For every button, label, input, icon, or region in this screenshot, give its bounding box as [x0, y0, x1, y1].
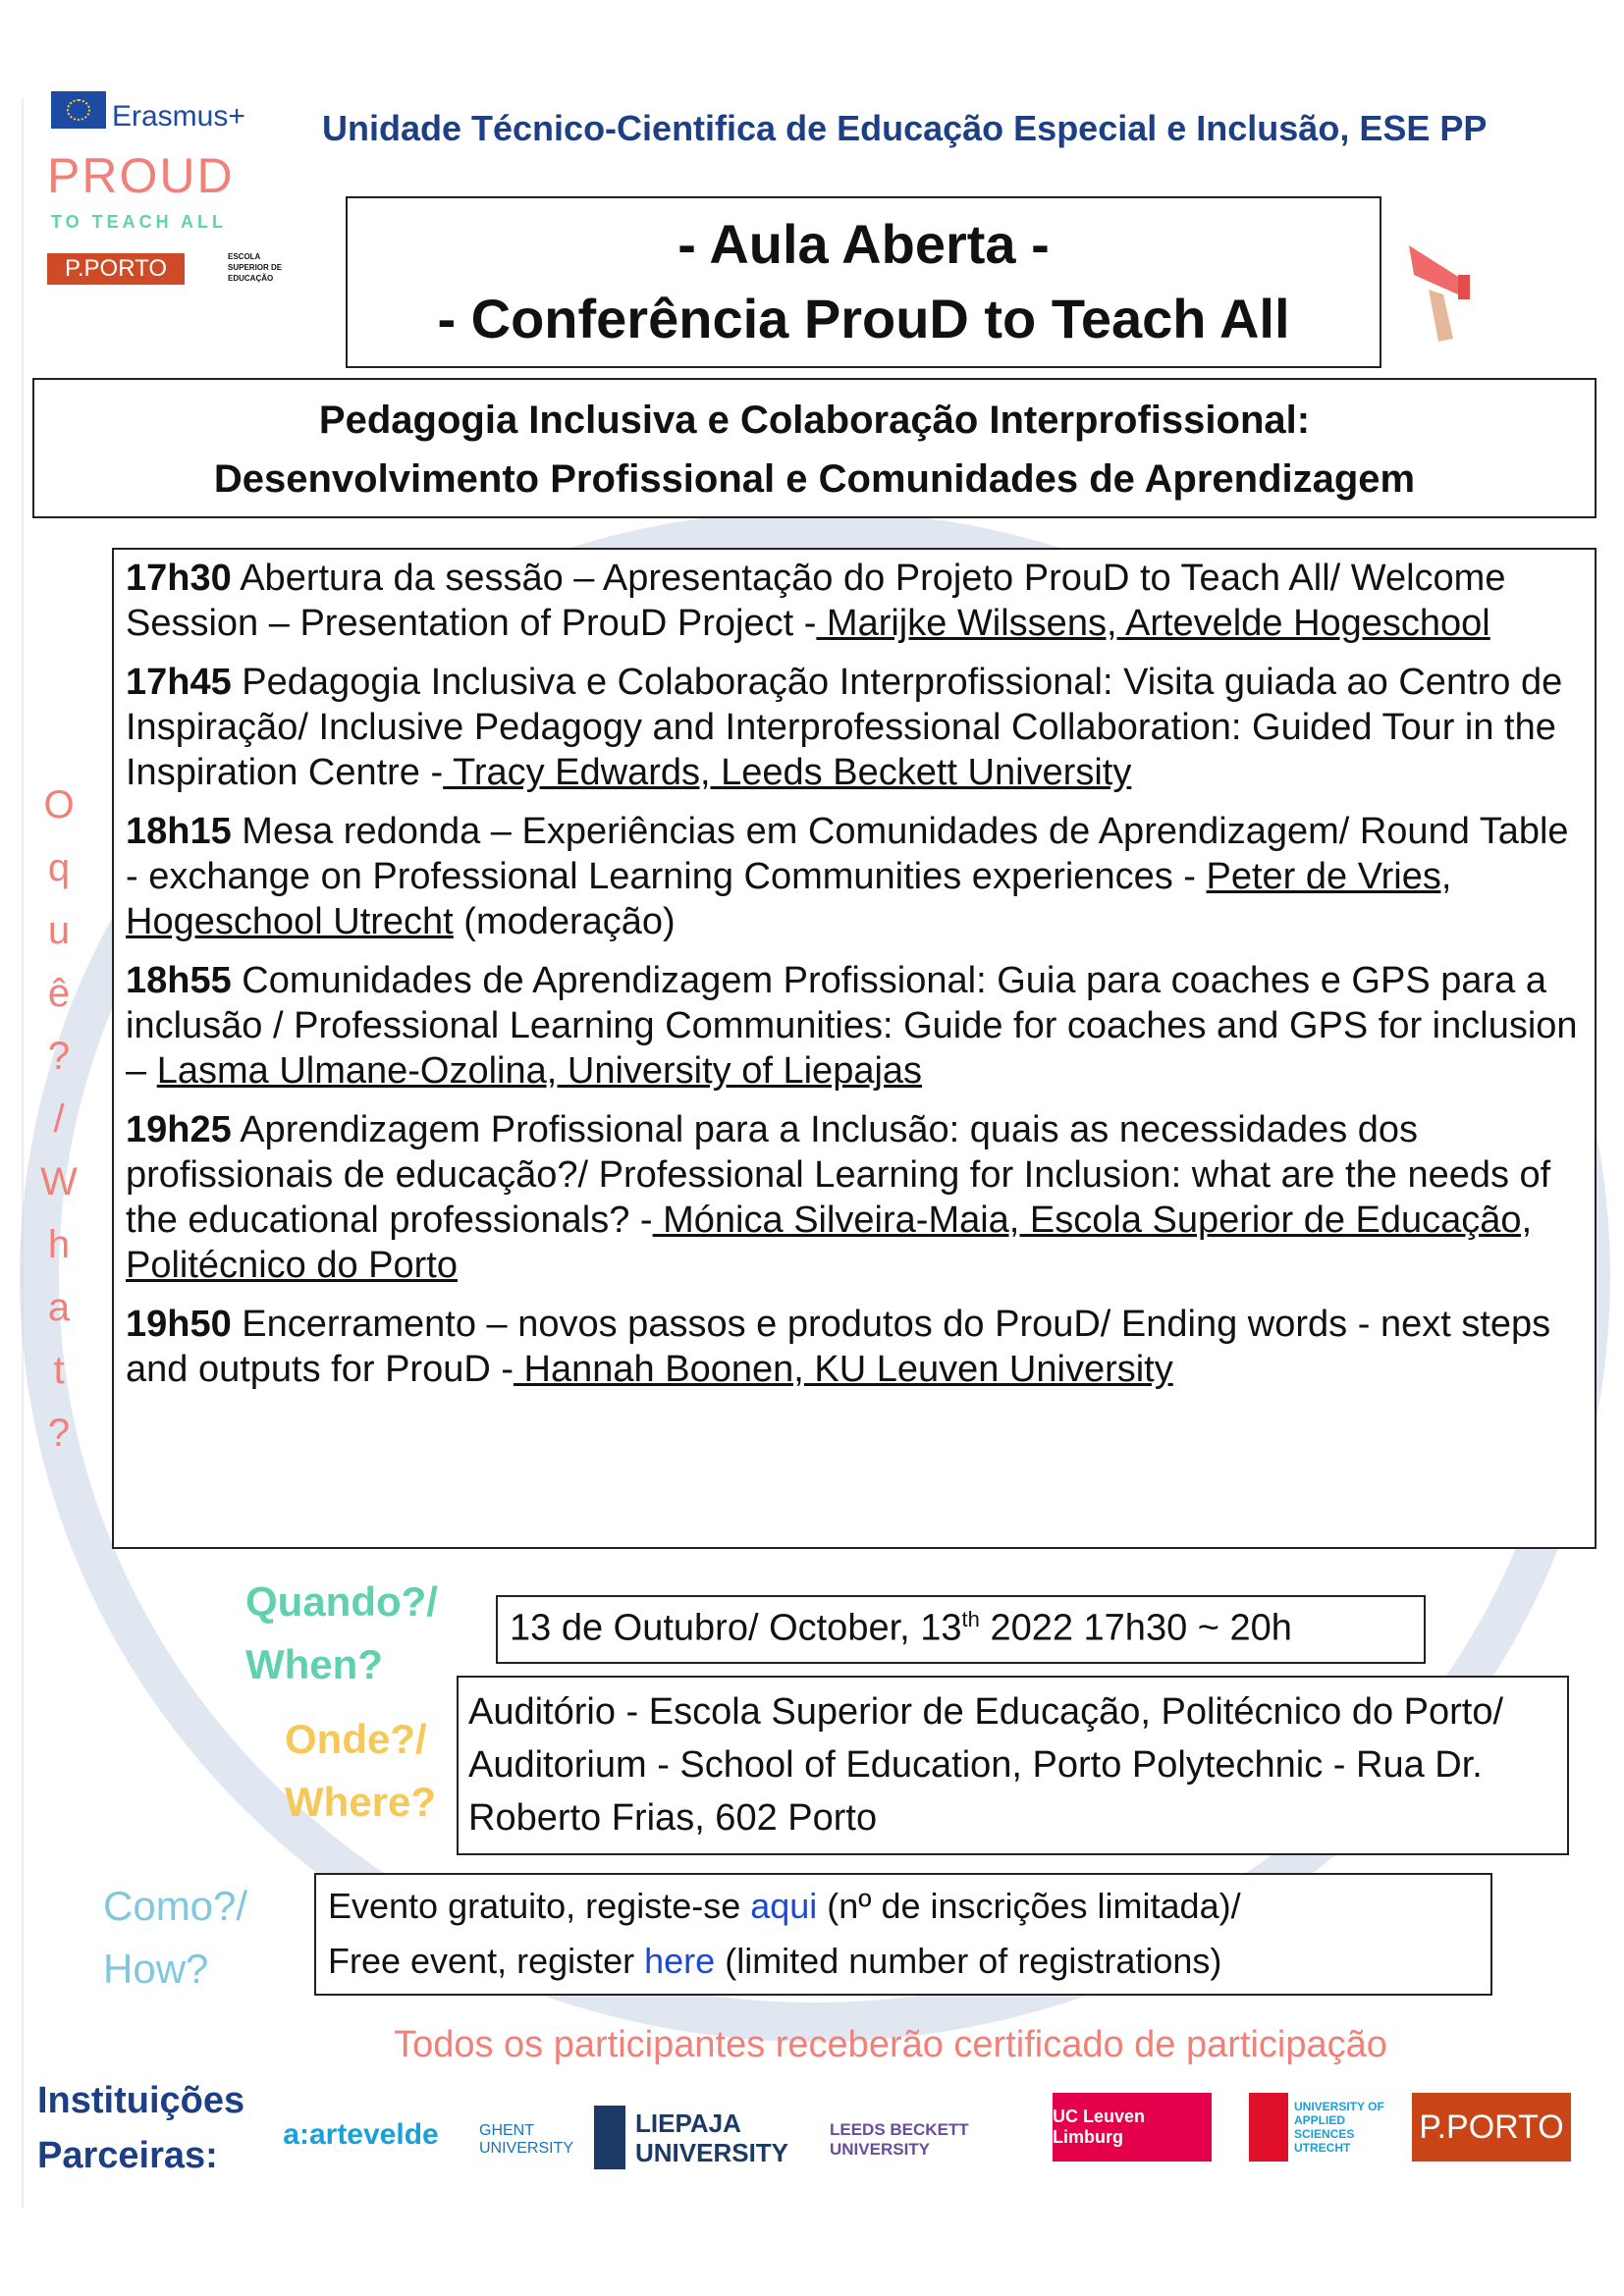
- pporto-logo: P.PORTO: [47, 253, 185, 285]
- artevelde-logo: a:artevelde: [283, 2118, 439, 2151]
- when-label: [245, 1571, 438, 1696]
- how-text: (nº de inscrições limitada)/: [817, 1886, 1241, 1926]
- when-sup: th: [961, 1607, 980, 1631]
- program-item: [126, 1302, 1583, 1392]
- how-box: [314, 1873, 1492, 1996]
- program-time: 17h30: [126, 558, 232, 599]
- side-char: q: [47, 846, 71, 889]
- program-item: [126, 809, 1583, 944]
- program-text: Mesa redonda – Experiências em Comunidades de Aprendizagem/ Round Table - exchange on Professional Learning Communities experiences -: [126, 811, 1569, 897]
- when-time: 2022 17h30 ~ 20h: [979, 1607, 1292, 1649]
- side-char: ?: [47, 1035, 71, 1078]
- how-label-pt: Como?/: [103, 1883, 248, 1929]
- program-speaker: Lasma Ulmane-Ozolina, University of Liepajas: [156, 1050, 923, 1092]
- program-item: [126, 958, 1583, 1094]
- program-after: (moderação): [453, 901, 676, 942]
- liepaja-logo: LIEPAJA UNIVERSITY: [594, 2106, 795, 2169]
- side-char: ?: [47, 1412, 71, 1455]
- side-char: O: [43, 783, 75, 827]
- program-speaker: Marijke Wilssens, Artevelde Hogeschool: [816, 603, 1490, 644]
- program-time: 17h45: [126, 662, 232, 703]
- side-label-what: [39, 774, 79, 1465]
- side-char: u: [47, 909, 71, 952]
- side-char: /: [53, 1097, 65, 1141]
- eu-flag-icon: [51, 91, 106, 129]
- how-text: (limited number of registrations): [715, 1941, 1222, 1981]
- register-link-en[interactable]: here: [644, 1941, 716, 1981]
- partners-label: [37, 2073, 244, 2183]
- how-line-pt: [328, 1879, 1479, 1934]
- partners-label-1: Instituições: [37, 2080, 245, 2121]
- where-box: [457, 1676, 1569, 1855]
- program-text: Comunidades de Aprendizagem Profissional: Guia para coaches e GPS para a inclusão / Professional Learning Communities: Guide for coaches and GPS for inclusion –: [126, 960, 1578, 1092]
- subtitle-line-2: Desenvolvimento Profissional e Comunidades de Aprendizagem: [213, 457, 1416, 501]
- to-teach-all-text: TO TEACH ALL: [51, 212, 227, 232]
- side-char: a: [47, 1286, 71, 1329]
- program-speaker: Tracy Edwards, Leeds Beckett University: [443, 752, 1132, 793]
- where-label-en: Where?: [285, 1779, 437, 1825]
- program-text: Abertura da sessão – Apresentação do Projeto ProuD to Teach All/ Welcome Session – Presentation of ProuD Project -: [126, 558, 1506, 644]
- how-text: Free event, register: [328, 1941, 645, 1981]
- program-time: 19h25: [126, 1109, 232, 1150]
- where-label-pt: Onde?/: [285, 1716, 427, 1762]
- side-char: W: [40, 1160, 78, 1203]
- where-label: [285, 1708, 436, 1834]
- side-char: h: [47, 1223, 71, 1266]
- side-char: ê: [47, 972, 71, 1015]
- program-item: [126, 556, 1583, 646]
- how-line-en: [328, 1934, 1479, 1989]
- when-box: [496, 1595, 1426, 1664]
- program-item: [126, 660, 1583, 795]
- program-box: [112, 548, 1597, 1549]
- program-time: 18h15: [126, 811, 232, 852]
- pporto-partner-logo: P.PORTO: [1412, 2093, 1571, 2162]
- program-time: 19h50: [126, 1304, 232, 1345]
- program-speaker: Peter de Vries, Hogeschool Utrecht: [126, 856, 1452, 942]
- megaphone-icon: [1404, 236, 1488, 344]
- erasmus-logo: Erasmus+: [112, 100, 245, 133]
- title-line-1: - Aula Aberta -: [677, 213, 1050, 275]
- side-char: t: [53, 1349, 65, 1392]
- program-time: 18h55: [126, 960, 232, 1001]
- when-label-pt: Quando?/: [245, 1578, 438, 1625]
- program-text: Pedagogia Inclusiva e Colaboração Interprofissional: Visita guiada ao Centro de Inspiração/ Inclusive Pedagogy and Interprofessional Collaboration: Guided Tour in the Inspiration Centre -: [126, 662, 1563, 793]
- how-label-en: How?: [103, 1946, 209, 1992]
- program-text: Aprendizagem Profissional para a Inclusão: quais as necessidades dos profissionais de educação?/ Professional Learning for Inclusion: what are the needs of the educational professionals? -: [126, 1109, 1551, 1241]
- partners-label-2: Parceiras:: [37, 2135, 218, 2176]
- leeds-beckett-logo: LEEDS BECKETT UNIVERSITY: [830, 2120, 969, 2159]
- page-edge: [22, 98, 24, 2209]
- proud-logo: PROUD: [47, 148, 235, 203]
- how-label: [103, 1875, 247, 2001]
- certificate-note: Todos os participantes receberão certificado de participação: [394, 2024, 1387, 2065]
- title-box: [346, 196, 1381, 368]
- ghent-logo: GHENT UNIVERSITY: [479, 2122, 574, 2157]
- ucll-logo: UC Leuven Limburg: [1053, 2093, 1212, 2162]
- subtitle-box: [32, 378, 1597, 518]
- subtitle-line-1: Pedagogia Inclusiva e Colaboração Interprofissional:: [318, 399, 1311, 442]
- where-value: Auditório - Escola Superior de Educação, Politécnico do Porto/ Auditorium - School of Education, Porto Polytechnic - Rua Dr. Roberto Frias, 602 Porto: [468, 1691, 1504, 1839]
- program-text: Encerramento – novos passos e produtos do ProuD/ Ending words - next steps and outputs for ProuD -: [126, 1304, 1551, 1390]
- program-speaker: Mónica Silveira-Maia, Escola Superior de Educação, Politécnico do Porto: [126, 1200, 1533, 1286]
- header-title: Unidade Técnico-Cientifica de Educação Especial e Inclusão, ESE PP: [322, 108, 1488, 148]
- escola-text: ESCOLA SUPERIOR DE EDUCAÇÃO: [228, 252, 283, 283]
- when-label-en: When?: [245, 1641, 383, 1687]
- register-link-pt[interactable]: aqui: [750, 1886, 818, 1926]
- program-speaker: Hannah Boonen, KU Leuven University: [514, 1349, 1173, 1390]
- when-date: 13 de Outubro/ October, 13: [510, 1607, 962, 1649]
- title-line-2: - Conferência ProuD to Teach All: [437, 288, 1290, 349]
- hu-utrecht-logo: UNIVERSITY OF APPLIED SCIENCES UTRECHT: [1249, 2093, 1386, 2162]
- program-item: [126, 1107, 1583, 1288]
- how-text: Evento gratuito, registe-se: [328, 1886, 751, 1926]
